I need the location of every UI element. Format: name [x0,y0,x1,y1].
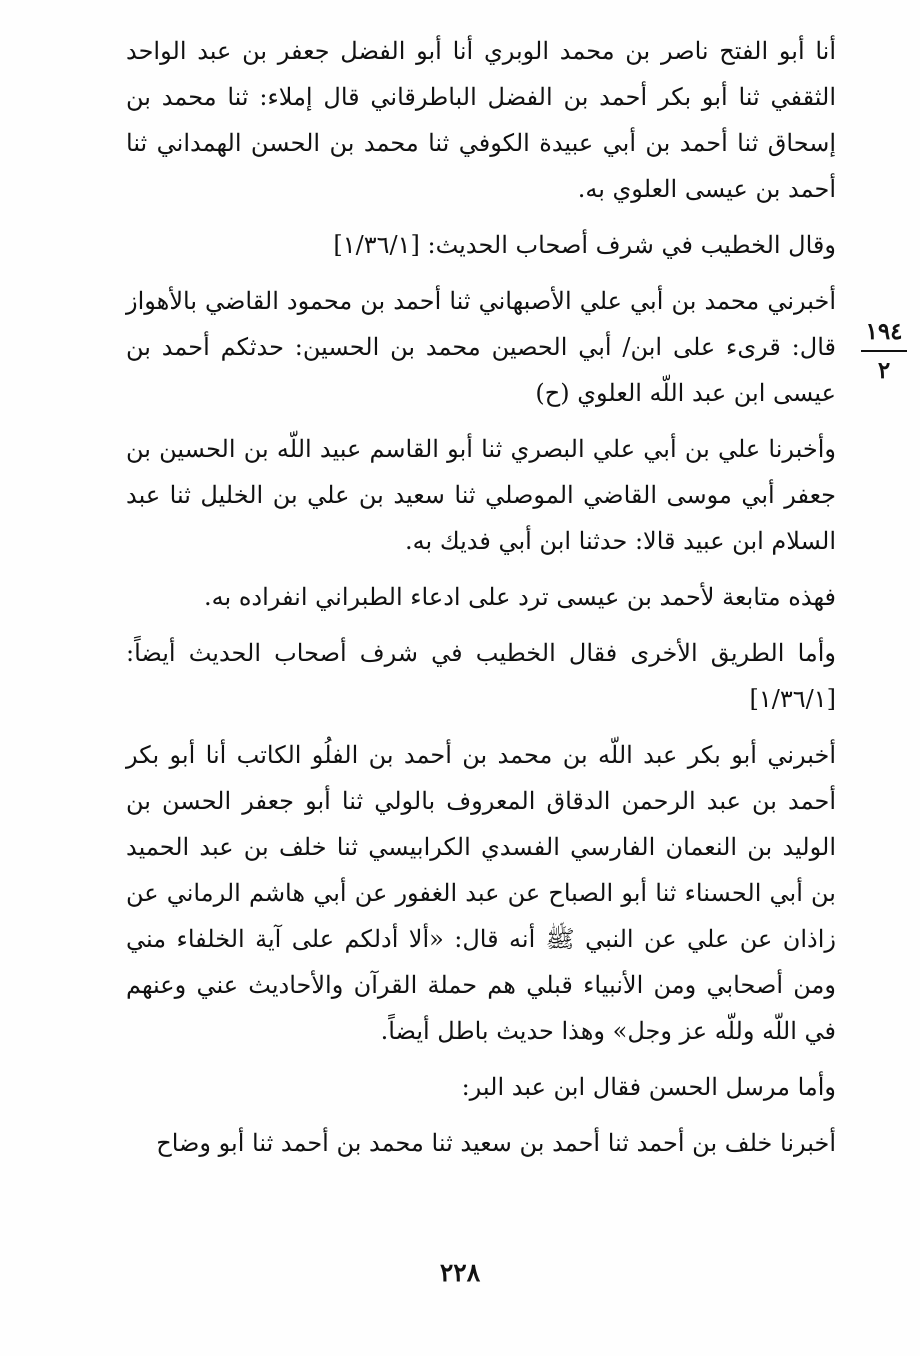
paragraph-mutabaa-note: فهذه متابعة لأحمد بن عيسى ترد على ادعاء الطبراني انفراده به. [204,583,836,611]
margin-note-bottom: ٢ [877,357,891,384]
paragraph-isnad-basri: وأخبرنا علي بن أبي علي البصري ثنا أبو القاسم عبيد اللّه بن الحسين بن جعفر أبي موسى القاضي الموصلي ثنا سعيد بن علي بن الخليل ثنا عبد السلام ابن عبيد قالا: حدثنا ابن أبي فديك به. [126,435,836,555]
margin-note-top: ١٩٤ [865,318,903,345]
page-number: ٢٢٨ [439,1258,481,1287]
page-body-text [126,28,836,1166]
paragraph-isnad-khalaf: أخبرنا خلف بن أحمد ثنا أحمد بن سعيد ثنا محمد بن أحمد ثنا أبو وضاح [156,1129,836,1157]
paragraph-isnad-batraqani: أنا أبو الفتح ناصر بن محمد الوبري أنا أبو الفضل جعفر بن عبد الواحد الثقفي ثنا أبو بكر أحمد بن الفضل الباطرقاني قال إملاء: ثنا محمد بن إسحاق ثنا أحمد بن أبي عبيدة الكوفي ثنا محمد بن الحسن الهمداني ثنا أحمد بن عيسى العلوي به. [126,37,836,203]
margin-note-divider [861,350,907,352]
paragraph-mursal-hasan: وأما مرسل الحسن فقال ابن عبد البر: [461,1073,836,1101]
paragraph-khatib-reference-1: وقال الخطيب في شرف أصحاب الحديث: [١/٣٦/١] [333,231,836,259]
paragraph-khatib-reference-2: وأما الطريق الأخرى فقال الخطيب في شرف أصحاب الحديث أيضاً: [١/٣٦/١] [126,639,836,713]
margin-manuscript-folio-note [858,318,910,385]
paragraph-isnad-isbahani: أخبرني محمد بن أبي علي الأصبهاني ثنا أحمد بن محمود القاضي بالأهواز قال: قرىء على ابن/ أبي الحصين محمد بن الحسين: حدثكم أحمد بن عيسى ابن عبد اللّه العلوي (ح) [126,287,836,407]
paragraph-hadith-khulafa: أخبرني أبو بكر عبد اللّه بن محمد بن أحمد بن الفلُو الكاتب أنا أبو بكر أحمد بن عبد الرحمن الدقاق المعروف بالولي ثنا أبو جعفر الحسن بن الوليد بن النعمان الفارسي الفسدي الكرابيسي ثنا خلف بن عبد الحميد بن أبي الحسناء ثنا أبو الصباح عن عبد الغفور عن أبي هاشم الرماني عن زاذان عن علي عن النبي ﷺ أنه قال: «ألا أدلكم على آية الخلفاء مني ومن أصحابي ومن الأنبياء قبلي هم حملة القرآن والأحاديث عني وعنهم في اللّه وللّه عز وجل» وهذا حديث باطل أيضاً. [126,741,837,1045]
